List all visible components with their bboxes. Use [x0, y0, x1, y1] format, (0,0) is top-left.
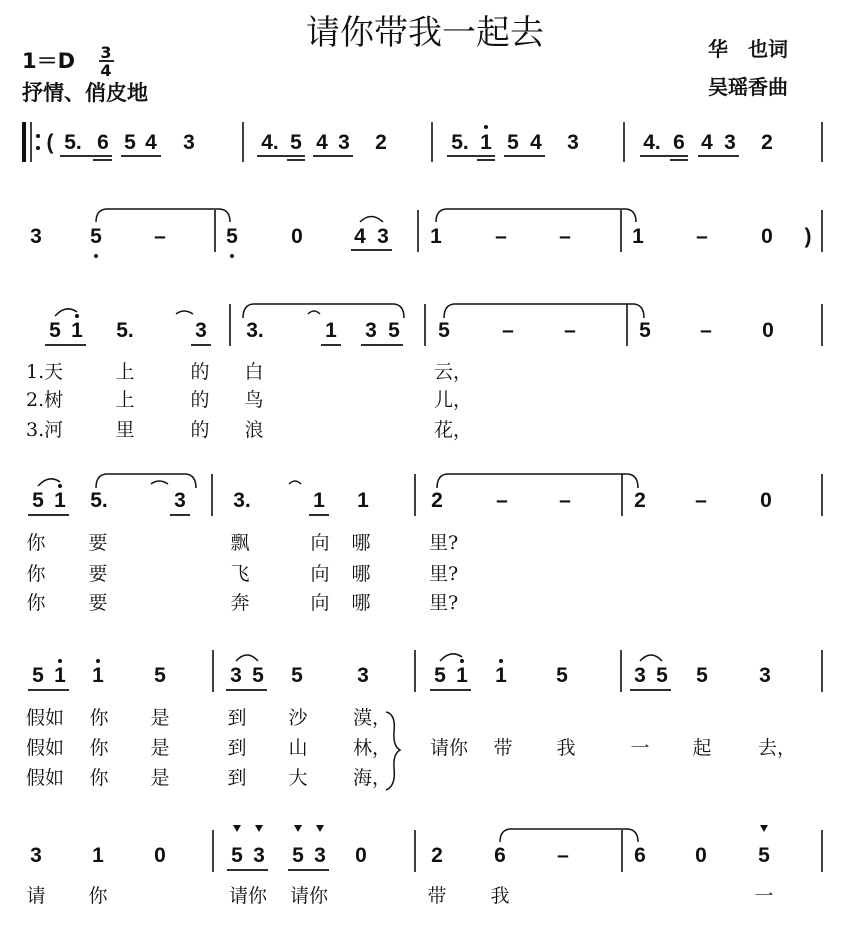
note: 5.	[90, 489, 108, 512]
note: 2	[761, 131, 773, 154]
note: 5	[49, 319, 61, 342]
lyric: 上	[115, 361, 135, 383]
lyric: 请	[26, 885, 46, 907]
composer-credit: 吴瑶香曲	[708, 75, 788, 99]
note: 5	[231, 844, 243, 867]
note: 1	[92, 664, 104, 687]
note: 3	[314, 844, 326, 867]
lyric: 向	[310, 592, 330, 614]
score-row-3	[26, 304, 822, 441]
lyric: 3.河	[26, 419, 64, 441]
lyric: 是	[150, 707, 170, 729]
note: 3	[230, 664, 242, 687]
note: 1	[313, 489, 325, 512]
note: 2	[431, 844, 443, 867]
note: 5.	[64, 131, 82, 154]
tempo-marking: 抒情、俏皮地	[22, 81, 148, 105]
note: 1	[71, 319, 83, 342]
note: 4.	[261, 131, 279, 154]
note: –	[559, 489, 571, 512]
lyric: 是	[150, 737, 170, 759]
lyric: 林，	[353, 737, 392, 759]
note: 5	[507, 131, 519, 154]
note: 1	[495, 664, 507, 687]
score-row-6	[26, 825, 822, 907]
lyric: 里	[115, 419, 135, 441]
note: 5.	[451, 131, 469, 154]
note: 5	[696, 664, 708, 687]
note: )	[804, 225, 812, 248]
lyric: 你	[26, 563, 46, 585]
note: 6	[673, 131, 685, 154]
lyric: 要	[88, 592, 108, 614]
note: 5	[124, 131, 136, 154]
note: –	[496, 489, 508, 512]
note: 3	[183, 131, 195, 154]
note: 1	[357, 489, 369, 512]
note: 5.	[116, 319, 134, 342]
lyric: 山	[288, 737, 308, 759]
lyric: 带	[427, 885, 447, 907]
note: 5	[32, 489, 44, 512]
lyric: 假如	[26, 767, 65, 789]
note: 1	[430, 225, 442, 248]
lyric: 向	[310, 563, 330, 585]
score-row-1	[24, 122, 822, 162]
lyric: 哪	[351, 532, 371, 554]
lyric: 你	[26, 532, 46, 554]
lyric: 漠，	[353, 707, 392, 729]
song-title: 请你带我一起去	[306, 13, 544, 53]
lyric: 是	[150, 767, 170, 789]
note: 3	[30, 844, 42, 867]
note: 3	[174, 489, 186, 512]
score-row-2	[30, 209, 822, 258]
key-signature: 1＝D	[22, 49, 76, 73]
lyric: 2.树	[26, 389, 64, 411]
note: –	[564, 319, 576, 342]
note: 1	[456, 664, 468, 687]
lyric: 里?	[429, 592, 459, 614]
lyric: 请你	[228, 885, 268, 907]
note: 3	[253, 844, 265, 867]
note: –	[502, 319, 514, 342]
lyric: 哪	[351, 563, 371, 585]
note: 5	[438, 319, 450, 342]
lyric: 里?	[429, 563, 459, 585]
note: –	[700, 319, 712, 342]
note: 3	[377, 225, 389, 248]
note: 4	[530, 131, 542, 154]
note: 0	[355, 844, 367, 867]
note: 3.	[246, 319, 264, 342]
note: 3	[195, 319, 207, 342]
note: 0	[760, 489, 772, 512]
lyric: 请你	[289, 885, 329, 907]
lyric: 你	[89, 737, 109, 759]
lyric: 花，	[434, 419, 473, 441]
lyric: 飞	[230, 563, 250, 585]
note: 3	[338, 131, 350, 154]
note: 5	[291, 664, 303, 687]
time-signature-top: 3	[100, 43, 112, 62]
note: 0	[154, 844, 166, 867]
lyric: 向	[310, 532, 330, 554]
note: 5	[90, 225, 102, 248]
lyric: 的	[190, 361, 210, 383]
lyric: 海，	[353, 767, 392, 789]
lyric: 带	[493, 737, 513, 759]
note: 0	[291, 225, 303, 248]
note: 3	[724, 131, 736, 154]
lyric: 一	[630, 737, 650, 759]
lyric: 去，	[758, 737, 797, 759]
lyric: 上	[115, 389, 135, 411]
lyric: 的	[190, 389, 210, 411]
note: –	[696, 225, 708, 248]
lyric: 鸟	[244, 389, 264, 411]
note: 5	[226, 225, 238, 248]
note: –	[557, 844, 569, 867]
lyric: 你	[26, 592, 46, 614]
note: 3	[30, 225, 42, 248]
note: 4	[701, 131, 713, 154]
note: 4.	[643, 131, 661, 154]
lyric: 里?	[429, 532, 459, 554]
note: 0	[695, 844, 707, 867]
time-signature-bottom: 4	[100, 61, 112, 80]
note: –	[559, 225, 571, 248]
lyric: 假如	[26, 737, 65, 759]
lyric: 请你	[430, 737, 469, 759]
note: 1	[480, 131, 492, 154]
score-row-4	[26, 474, 822, 614]
lyric: 白	[244, 361, 264, 383]
note: 4	[316, 131, 328, 154]
note: 5	[32, 664, 44, 687]
note: 3	[567, 131, 579, 154]
note: 2	[375, 131, 387, 154]
lyric: 你	[89, 767, 109, 789]
note: 4	[354, 225, 366, 248]
lyric: 要	[88, 532, 108, 554]
note: 0	[761, 225, 773, 248]
note: 2	[634, 489, 646, 512]
note: 5	[252, 664, 264, 687]
note: 1	[632, 225, 644, 248]
lyric: 到	[227, 707, 247, 729]
lyric: 大	[288, 767, 308, 789]
lyric: 我	[556, 737, 576, 759]
note: 3	[357, 664, 369, 687]
lyric: 要	[88, 563, 108, 585]
note: 6	[97, 131, 109, 154]
lyricist-credit: 华 也词	[708, 37, 788, 61]
lyric: 的	[190, 419, 210, 441]
lyric: 哪	[351, 592, 371, 614]
note: 5	[556, 664, 568, 687]
lyric: 浪	[244, 419, 264, 441]
lyric: 到	[227, 767, 247, 789]
note: 3	[365, 319, 377, 342]
note: 3	[634, 664, 646, 687]
note: 1	[92, 844, 104, 867]
note: 3.	[233, 489, 251, 512]
note: 5	[388, 319, 400, 342]
note: 1	[54, 664, 66, 687]
note: –	[695, 489, 707, 512]
lyric: 起	[692, 737, 712, 759]
lyric: 你	[88, 885, 108, 907]
note: 5	[290, 131, 302, 154]
lyric: 飘	[230, 532, 250, 554]
note: 1	[54, 489, 66, 512]
lyric: 儿，	[434, 389, 473, 411]
note: 5	[639, 319, 651, 342]
note: 3	[759, 664, 771, 687]
note: 5	[292, 844, 304, 867]
note: 5	[656, 664, 668, 687]
lyric: 我	[490, 885, 510, 907]
note: (	[46, 131, 54, 154]
note: 6	[494, 844, 506, 867]
note: –	[154, 225, 166, 248]
lyric: 1.天	[26, 361, 64, 383]
lyric: 假如	[26, 707, 65, 729]
lyric: 奔	[230, 592, 250, 614]
note: –	[495, 225, 507, 248]
note: 5	[154, 664, 166, 687]
note: 1	[325, 319, 337, 342]
note: 4	[145, 131, 157, 154]
score-row-5	[26, 650, 822, 790]
lyric: 到	[227, 737, 247, 759]
note: 5	[434, 664, 446, 687]
note: 2	[431, 489, 443, 512]
note: 0	[762, 319, 774, 342]
lyric: 你	[89, 707, 109, 729]
lyric: 沙	[288, 707, 308, 729]
lyric: 一	[754, 885, 774, 907]
note: 6	[634, 844, 646, 867]
lyric: 云，	[434, 361, 473, 383]
note: 5	[758, 844, 770, 867]
